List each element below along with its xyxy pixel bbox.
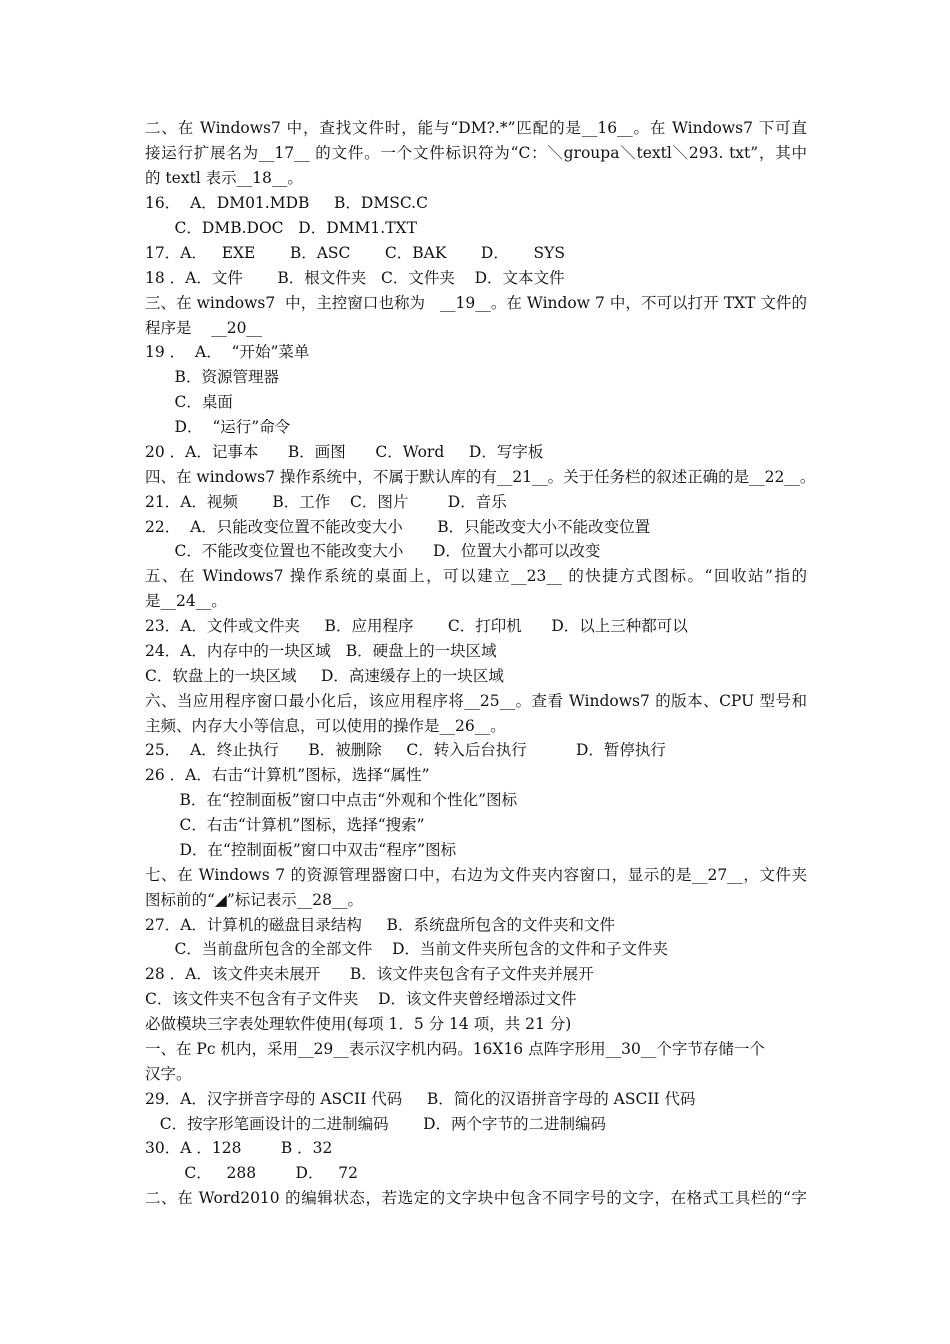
- text-line: C．不能改变位置也不能改变大小 D．位置大小都可以改变: [145, 542, 601, 560]
- text-line: 27．A．计算机的磁盘目录结构 B．系统盘所包含的文件夹和文件: [145, 916, 615, 934]
- text-line: 接运行扩展名为__17__ 的文件。一个文件标识符为“C：＼groupa＼textl＼293. txt”，其中: [145, 144, 807, 162]
- text-line: C．软盘上的一块区域 D．高速缓存上的一块区域: [145, 667, 504, 685]
- text-line: 的 textl 表示__18__。: [145, 169, 303, 187]
- text-line: 22． A．只能改变位置不能改变大小 B．只能改变大小不能改变位置: [145, 518, 651, 536]
- text-line: 28 ．A．该文件夹未展开 B．该文件夹包含有子文件夹并展开: [145, 965, 594, 983]
- text-line: 16． A．DM01.MDB B．DMSC.C: [145, 194, 428, 212]
- text-line: 图标前的“◢”标记表示__28__。: [145, 891, 363, 909]
- text-line: D．在“控制面板”窗口中双击“程序”图标: [145, 841, 457, 859]
- text-line: 七、在 Windows 7 的资源管理器窗口中，右边为文件夹内容窗口，显示的是__27__，文件夹: [145, 866, 807, 884]
- text-line: 汉字。: [145, 1065, 192, 1083]
- text-line: 三、在 windows7 中，主控窗口也称为 __19__。在 Window 7 中，不可以打开 TXT 文件的: [145, 294, 807, 312]
- text-line: 主频、内存大小等信息，可以使用的操作是__26__。: [145, 717, 506, 735]
- section-heading: 必做模块三字表处理软件使用(每项 1．5 分 14 项，共 21 分): [145, 1015, 572, 1033]
- text-line: C．当前盘所包含的全部文件 D．当前文件夹所包含的文件和子文件夹: [145, 940, 669, 958]
- text-line: B．在“控制面板”窗口中点击“外观和个性化”图标: [145, 791, 518, 809]
- text-line: 六、当应用程序窗口最小化后，该应用程序将__25__。查看 Windows7 的版本、CPU 型号和: [145, 692, 807, 710]
- text-line: C．桌面: [145, 393, 233, 411]
- text-line: 二、在 Word2010 的编辑状态，若选定的文字块中包含不同字号的文字，在格式工具栏的“字: [145, 1189, 807, 1207]
- text-line: C．按字形笔画设计的二进制编码 D．两个字节的二进制编码: [145, 1115, 607, 1133]
- text-line: 23．A．文件或文件夹 B．应用程序 C．打印机 D．以上三种都可以: [145, 617, 688, 635]
- text-line: C．DMB.DOC D．DMM1.TXT: [145, 219, 417, 237]
- text-line: 五、在 Windows7 操作系统的桌面上，可以建立__23__ 的快捷方式图标。“回收站”指的: [145, 567, 807, 585]
- text-line: 19 ． A． “开始”菜单: [145, 343, 310, 361]
- text-line: 程序是 __20__: [145, 319, 262, 337]
- text-line: 20 ．A．记事本 B．画图 C．Word D．写字板: [145, 443, 544, 461]
- text-line: 26 ．A．右击“计算机”图标，选择“属性”: [145, 766, 430, 784]
- text-line: 四、在 windows7 操作系统中，不属于默认库的有__21__。关于任务栏的叙述正确的是__22__。: [145, 468, 816, 486]
- text-line: C． 288 D． 72: [145, 1164, 358, 1182]
- text-line: 是__24__。: [145, 592, 227, 610]
- text-line: C．右击“计算机”图标，选择“搜索”: [145, 816, 425, 834]
- text-line: 29．A．汉字拼音字母的 ASCII 代码 B．简化的汉语拼音字母的 ASCII 代码: [145, 1090, 696, 1108]
- text-line: 二、在 Windows7 中，查找文件时，能与“DM?.*”匹配的是__16__。在 Windows7 下可直: [145, 119, 807, 137]
- text-line: 18 ．A．文件 B．根文件夹 C．文件夹 D．文本文件: [145, 269, 565, 287]
- text-line: D． “运行”命令: [145, 418, 291, 436]
- text-line: 17．A． EXE B．ASC C．BAK D． SYS: [145, 244, 565, 262]
- text-line: C．该文件夹不包含有子文件夹 D．该文件夹曾经增添过文件: [145, 990, 577, 1008]
- text-line: 30．A ．128 B ．32: [145, 1139, 333, 1157]
- text-line: 25． A．终止执行 B．被删除 C．转入后台执行 D．暂停执行: [145, 741, 666, 759]
- text-line: 21．A．视频 B．工作 C．图片 D．音乐: [145, 493, 507, 511]
- text-line: 一、在 Pc 机内，采用__29__表示汉字机内码。16X16 点阵字形用__30__个字节存储一个: [145, 1040, 765, 1058]
- text-line: B．资源管理器: [145, 368, 279, 386]
- text-line: 24．A．内存中的一块区域 B．硬盘上的一块区域: [145, 642, 497, 660]
